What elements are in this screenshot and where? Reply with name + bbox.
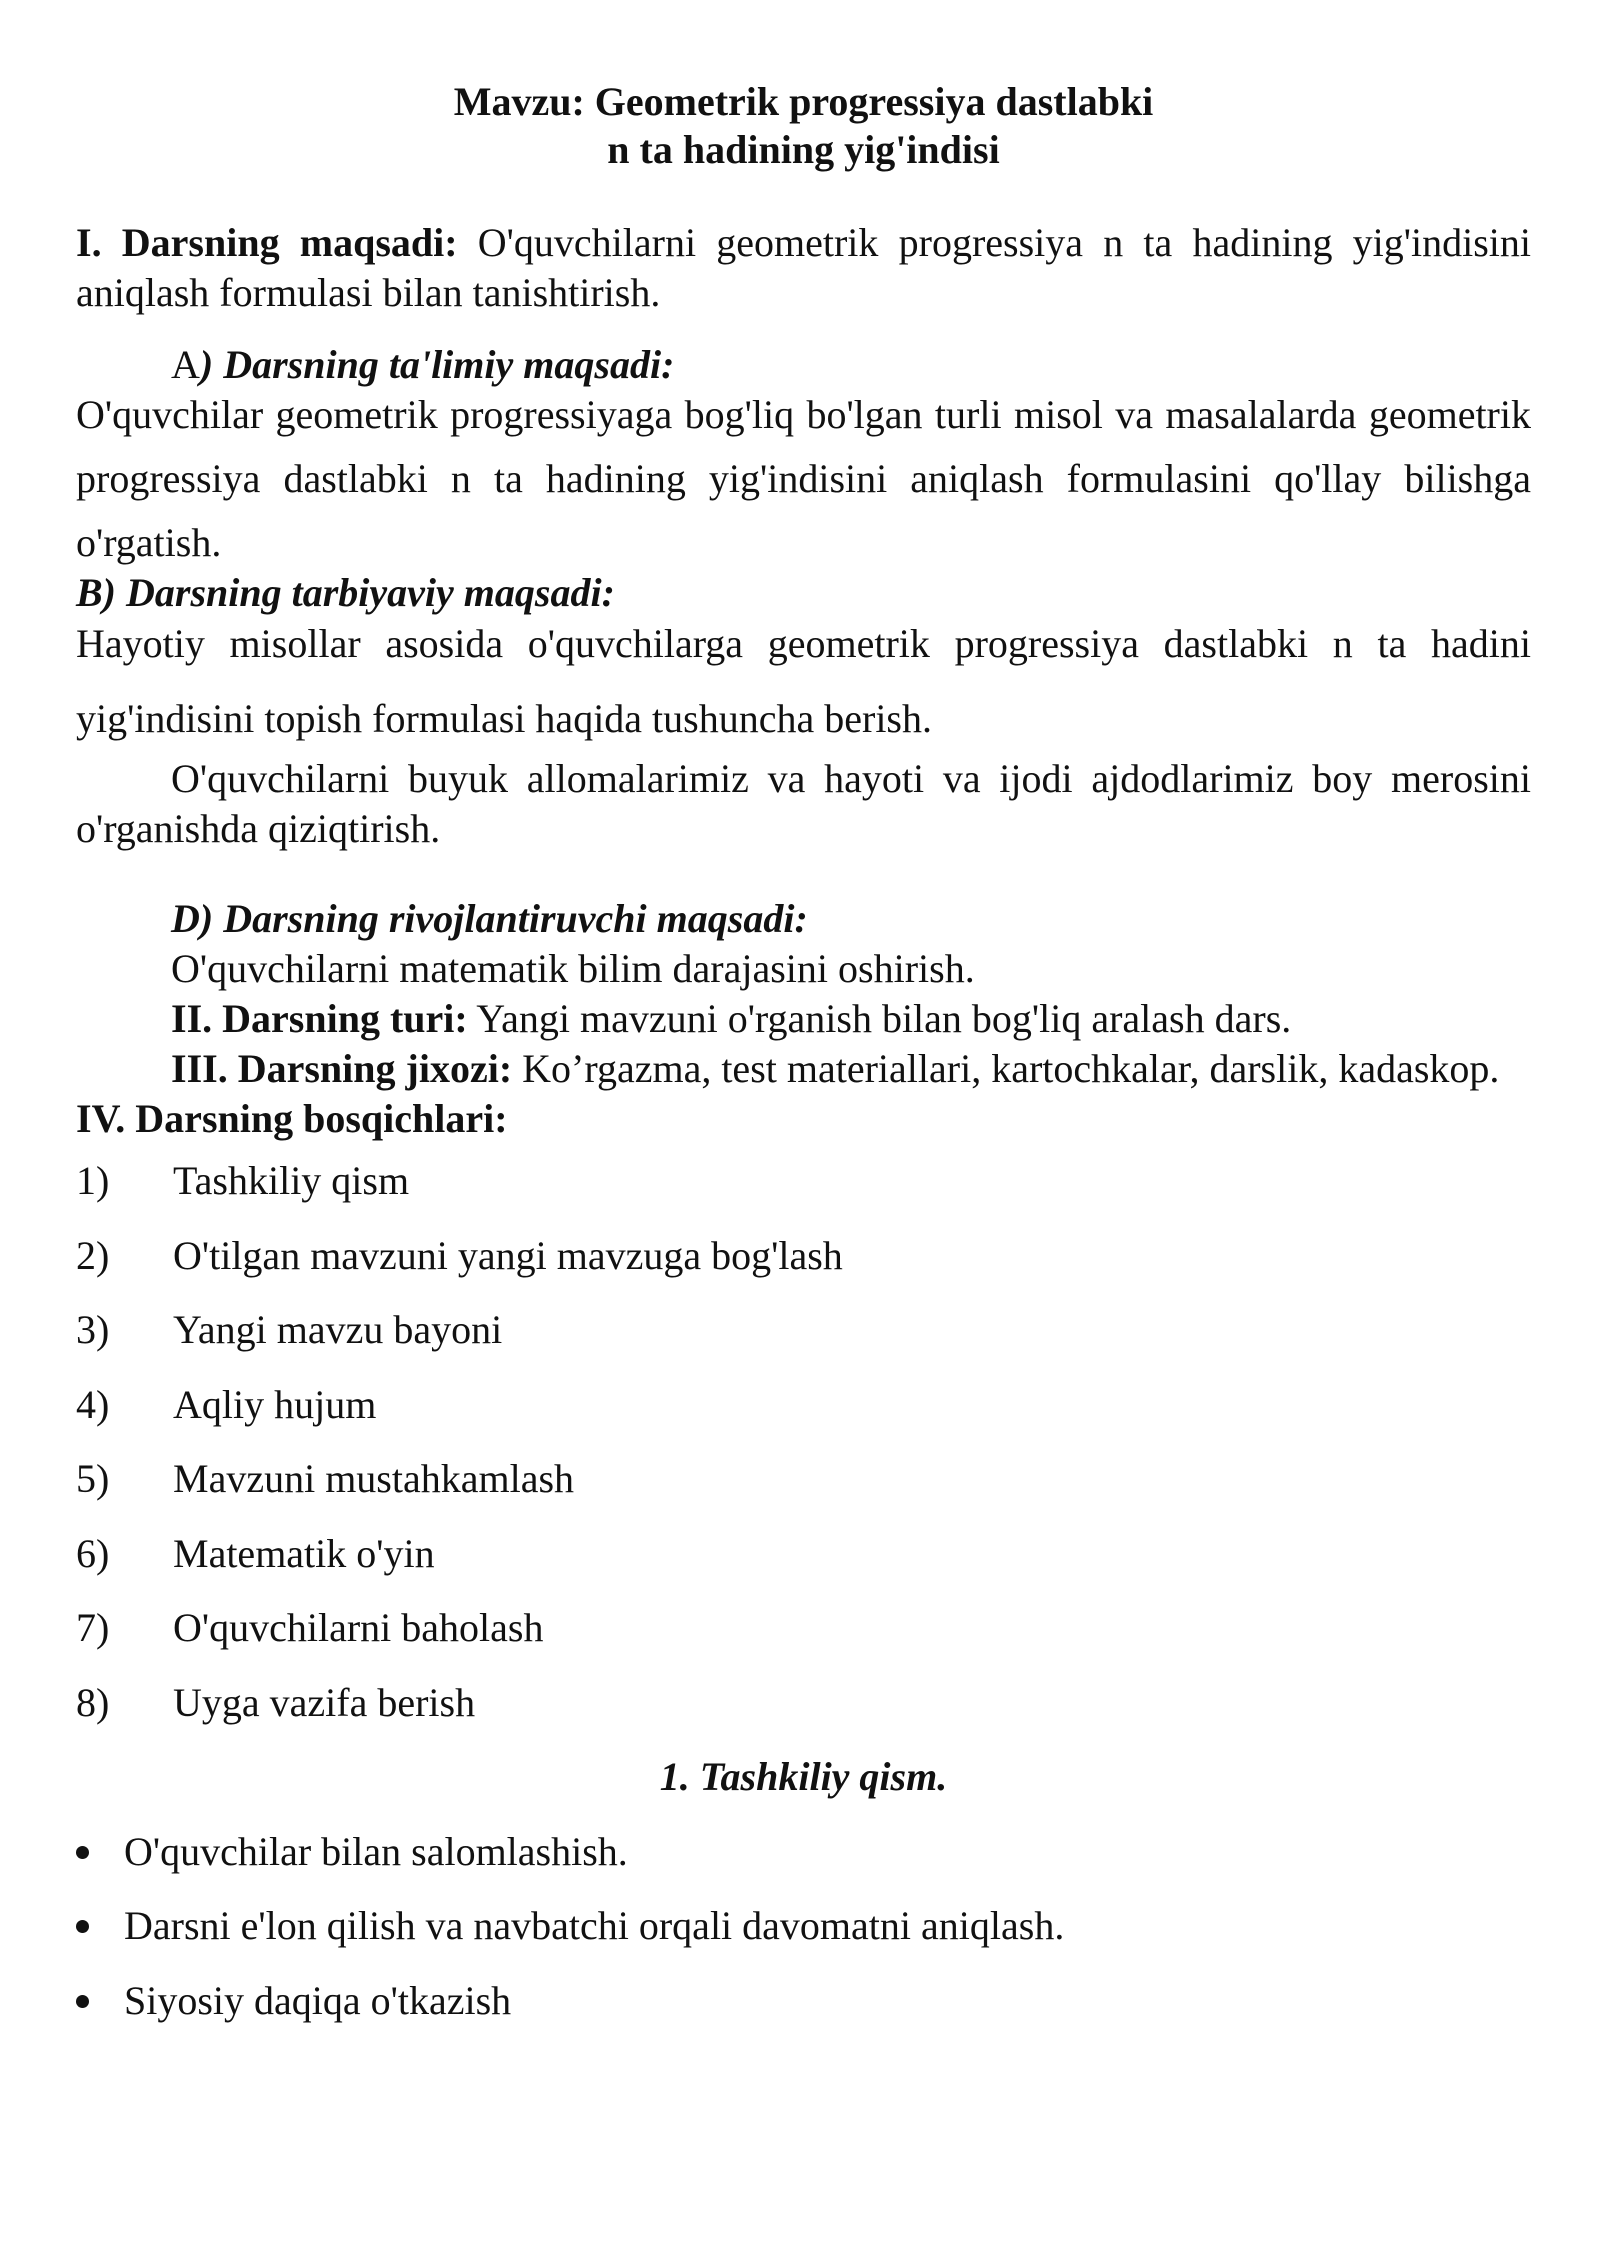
list-item-number: 2) xyxy=(76,1232,110,1278)
developmental-goal-label: D) Darsning rivojlantiruvchi maqsadi: xyxy=(171,896,808,941)
lesson-stages-list xyxy=(76,1156,1531,1752)
title-line-2: n ta hadining yig'indisi xyxy=(607,127,1000,172)
educational-goal-text: O'quvchilar geometrik progressiyaga bog'liq bo'lgan turli misol va masalalarda geometrik progressiya dastlabki n ta hadining yig'indisini aniqlash formulasini qo'llay bilishga o'rgatish. xyxy=(76,392,1531,565)
upbringing-goal-label-text: B) Darsning tarbiyaviy maqsadi: xyxy=(76,570,615,615)
lesson-goal xyxy=(76,218,1531,318)
document-page xyxy=(76,78,1531,2050)
organizational-bullet-list xyxy=(76,1827,1531,2051)
lesson-type-text: Yangi mavzuni o'rganish bilan bog'liq aralash dars. xyxy=(476,996,1292,1041)
list-item-text: Uyga vazifa berish xyxy=(173,1679,476,1725)
lesson-equipment-label: III. Darsning jixozi: xyxy=(171,1046,513,1091)
list-item xyxy=(76,1678,1531,1753)
list-item-text: Mavzuni mustahkamlash xyxy=(173,1456,575,1501)
lesson-type-label: II. Darsning turi: xyxy=(171,996,468,1041)
list-item-text: O'quvchilar bilan salomlashish. xyxy=(124,1828,628,1874)
lesson-type xyxy=(76,994,1531,1044)
list-item-number: 4) xyxy=(76,1381,110,1427)
section-title-organizational: 1. Tashkiliy qism. xyxy=(659,1754,948,1799)
list-item xyxy=(76,1603,1531,1678)
developmental-goal-text: O'quvchilarni matematik bilim darajasini oshirish. xyxy=(171,946,975,991)
list-item xyxy=(76,1380,1531,1455)
educational-goal-label: ) Darsning ta'limiy maqsadi: xyxy=(199,342,675,387)
list-item xyxy=(76,1976,1531,2051)
list-item-text: Aqliy hujum xyxy=(173,1381,377,1427)
list-item xyxy=(76,1827,1531,1902)
bullet-icon xyxy=(76,1995,89,2008)
lesson-stages-heading xyxy=(76,1094,1531,1144)
upbringing-goal-text-2: O'quvchilarni buyuk allomalarimiz va hayoti va ijodi ajdodlarimiz boy merosini o'rganishda qiziqtirish. xyxy=(76,756,1531,851)
list-item-text: Yangi mavzu bayoni xyxy=(173,1307,503,1352)
list-item-text: O'quvchilarni baholash xyxy=(173,1605,544,1650)
lesson-goal-text: O'quvchilarni geometrik progressiya n ta hadining yig'indisini aniqlash formulasi bilan tanishtirish. xyxy=(76,220,1531,315)
list-item-text: Tashkiliy qism xyxy=(173,1158,410,1203)
bullet-icon xyxy=(76,1846,89,1859)
title-line-1: Mavzu: Geometrik progressiya dastlabki xyxy=(453,79,1154,124)
list-item-number: 3) xyxy=(76,1307,110,1352)
list-item-text: Siyosiy daqiqa o'tkazish xyxy=(124,1977,512,2023)
lesson-goal-label: I. Darsning maqsadi: xyxy=(76,220,458,265)
lesson-stages-label: IV. Darsning bosqichlari: xyxy=(76,1096,508,1141)
list-item-number: 8) xyxy=(76,1679,110,1725)
list-item-number: 5) xyxy=(76,1456,110,1501)
list-item xyxy=(76,1901,1531,1976)
list-item-number: 1) xyxy=(76,1158,110,1203)
list-item xyxy=(76,1305,1531,1380)
lesson-equipment-text: Ko’rgazma, test materiallari, kartochkalar, darslik, kadaskop. xyxy=(522,1046,1500,1091)
list-item-text: O'tilgan mavzuni yangi mavzuga bog'lash xyxy=(173,1232,843,1278)
lesson-equipment xyxy=(76,1044,1531,1094)
list-item xyxy=(76,1529,1531,1604)
list-item-text: Darsni e'lon qilish va navbatchi orqali davomatni aniqlash. xyxy=(124,1903,1065,1948)
upbringing-goal-text: Hayotiy misollar asosida o'quvchilarga geometrik progressiya dastlabki n ta hadini yig'indisini topish formulasi haqida tushuncha berish. xyxy=(76,621,1531,741)
list-item xyxy=(76,1156,1531,1231)
list-item xyxy=(76,1231,1531,1306)
list-item-number: 7) xyxy=(76,1605,110,1650)
bullet-icon xyxy=(76,1920,89,1933)
document-title xyxy=(76,78,1531,174)
list-item-text: Matematik o'yin xyxy=(173,1530,435,1576)
educational-goal-prefix: A xyxy=(171,342,200,387)
developmental-goal-heading xyxy=(76,894,1531,944)
list-item xyxy=(76,1454,1531,1529)
list-item-number: 6) xyxy=(76,1530,110,1576)
